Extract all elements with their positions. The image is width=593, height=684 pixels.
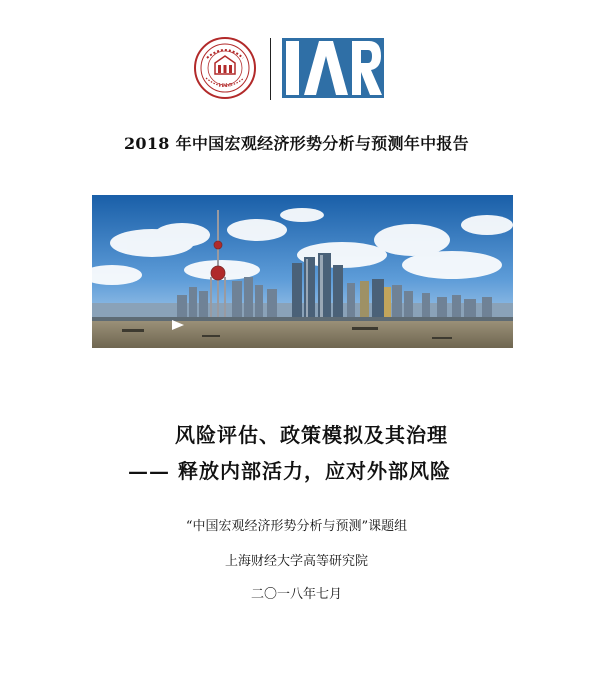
main-title: 风险评估、政策模拟及其治理 [175, 423, 448, 447]
logo-divider [270, 38, 271, 100]
report-date: 二〇一八年七月 [250, 587, 342, 602]
sub-title: —— 释放内部活力，应对外部风险 [128, 459, 451, 483]
university-seal-icon [193, 36, 257, 100]
research-group: “中国宏观经济形势分析与预测”课题组 [185, 519, 408, 534]
shanghai-skyline-image [92, 195, 513, 348]
seal-year: 1917 [218, 83, 232, 89]
iar-logo [282, 38, 384, 98]
report-title: 2018 年中国宏观经济形势分析与预测年中报告 [123, 134, 469, 153]
logo-bar [193, 34, 393, 102]
institute-name: 上海财经大学高等研究院 [224, 554, 368, 569]
